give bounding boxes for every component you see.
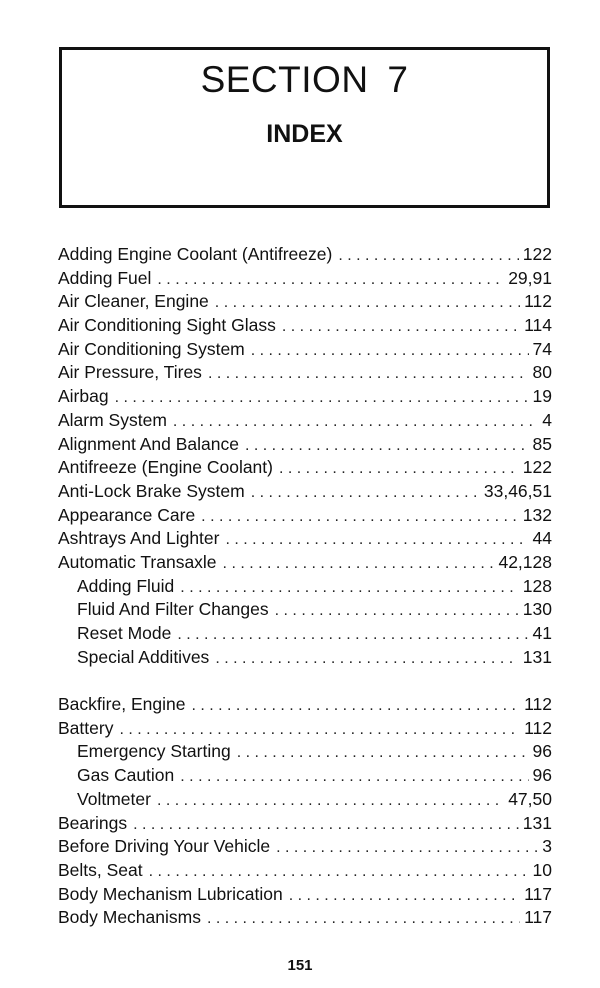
entry-pages: 112 (524, 291, 552, 312)
entry-pages: 128 (522, 575, 552, 596)
entry-label: Body Mechanism Lubrication (58, 883, 283, 904)
entry-pages: 131 (522, 646, 552, 667)
index-entry (58, 906, 552, 930)
entry-pages: 117 (524, 883, 552, 904)
entry-pages: 132 (522, 504, 552, 525)
dot-leader (115, 386, 529, 409)
entry-pages: 74 (532, 338, 552, 359)
index-entry (58, 338, 552, 362)
entry-label: Anti-Lock Brake System (58, 480, 245, 501)
dot-leader (289, 884, 520, 907)
index-entry (58, 314, 552, 338)
index-entry (58, 693, 552, 717)
dot-leader (119, 718, 520, 741)
entry-label: Fluid And Filter Changes (77, 599, 269, 620)
index-subentry (58, 575, 552, 599)
dot-leader (173, 410, 538, 433)
entry-pages: 80 (532, 362, 552, 383)
dot-leader (338, 244, 518, 267)
entry-label: Voltmeter (77, 788, 151, 809)
entry-pages: 19 (532, 386, 552, 407)
dot-leader (215, 647, 518, 670)
index-entry (58, 717, 552, 741)
entry-label: Alignment And Balance (58, 433, 239, 454)
entry-label: Gas Caution (77, 765, 175, 786)
entry-pages: 112 (524, 717, 552, 738)
index-entry (58, 527, 552, 551)
entry-pages: 122 (522, 457, 552, 478)
dot-leader (177, 623, 528, 646)
index-entry (58, 385, 552, 409)
entry-label: Adding Fluid (77, 575, 175, 596)
dot-leader (133, 813, 519, 836)
index-entry (58, 361, 552, 385)
entry-label: Special Additives (77, 646, 210, 667)
entry-pages: 96 (532, 741, 552, 762)
index-entry (58, 859, 552, 883)
entry-pages: 85 (532, 433, 552, 454)
entry-label: Body Mechanisms (58, 907, 201, 928)
entry-label: Ashtrays And Lighter (58, 528, 220, 549)
entry-label: Adding Engine Coolant (Antifreeze) (58, 244, 333, 264)
entry-label: Reset Mode (77, 623, 172, 643)
dot-leader (223, 552, 495, 575)
dot-leader (201, 505, 519, 528)
entry-label: Alarm System (58, 409, 167, 430)
entry-pages: 130 (522, 599, 552, 620)
index-entry (58, 290, 552, 314)
index-entry (58, 883, 552, 907)
index-heading: INDEX (266, 120, 343, 148)
dot-leader (191, 694, 520, 717)
index-entry (58, 409, 552, 433)
dot-leader (207, 907, 520, 930)
entry-pages: 47,50 (508, 788, 552, 809)
entry-pages: 117 (524, 907, 552, 928)
index-entry (58, 551, 552, 575)
index-entry (58, 480, 552, 504)
index-entry (58, 504, 552, 528)
entry-label: Appearance Care (58, 504, 196, 525)
section-heading: SECTION 7 (200, 59, 409, 100)
dot-leader (245, 434, 529, 457)
dot-leader (251, 339, 529, 362)
dot-leader (215, 291, 520, 314)
entry-label: Emergency Starting (77, 741, 231, 762)
entry-pages: 29,91 (508, 267, 552, 288)
entry-pages: 4 (542, 409, 552, 430)
entry-label: Automatic Transaxle (58, 551, 217, 572)
index-subentry (58, 740, 552, 764)
entry-label: Airbag (58, 386, 109, 407)
index-list (58, 243, 552, 930)
index-entry (58, 835, 552, 859)
entry-pages: 41 (532, 623, 552, 643)
dot-leader (157, 789, 504, 812)
dot-leader (180, 576, 519, 599)
index-subentry (58, 764, 552, 788)
entry-pages: 42,128 (498, 551, 552, 572)
index-group (58, 243, 552, 669)
index-subentry (58, 788, 552, 812)
page-number: 151 (287, 957, 313, 974)
entry-label: Air Conditioning System (58, 338, 245, 359)
dot-leader (276, 836, 538, 859)
entry-label: Bearings (58, 812, 128, 833)
index-subentry (58, 598, 552, 622)
entry-label: Backfire, Engine (58, 694, 186, 715)
entry-pages: 122 (522, 244, 552, 264)
index-entry (58, 812, 552, 836)
dot-leader (208, 362, 529, 385)
entry-pages: 131 (522, 812, 552, 833)
index-subentry (58, 646, 552, 670)
dot-leader (180, 765, 528, 788)
dot-leader (237, 741, 529, 764)
dot-leader (149, 860, 529, 883)
dot-leader (282, 315, 520, 338)
entry-pages: 112 (524, 694, 552, 715)
entry-pages: 10 (532, 859, 552, 880)
dot-leader (225, 528, 528, 551)
index-entry (58, 267, 552, 291)
index-entry (58, 243, 552, 267)
entry-pages: 96 (532, 765, 552, 786)
entry-pages: 33,46,51 (483, 480, 552, 501)
dot-leader (251, 481, 480, 504)
index-group (58, 693, 552, 930)
entry-label: Air Conditioning Sight Glass (58, 315, 276, 336)
entry-label: Before Driving Your Vehicle (58, 836, 271, 857)
entry-label: Air Cleaner, Engine (58, 291, 209, 312)
entry-label: Belts, Seat (58, 859, 143, 880)
dot-leader (275, 599, 519, 622)
dot-leader (279, 457, 519, 480)
entry-label: Antifreeze (Engine Coolant) (58, 457, 273, 478)
entry-pages: 44 (532, 528, 552, 549)
entry-label: Air Pressure, Tires (58, 362, 202, 383)
entry-label: Adding Fuel (58, 267, 152, 288)
entry-pages: 3 (542, 836, 552, 857)
entry-pages: 114 (524, 315, 552, 336)
index-entry (58, 433, 552, 457)
entry-label: Battery (58, 717, 114, 738)
dot-leader (157, 268, 504, 291)
index-entry (58, 456, 552, 480)
section-title-box (59, 47, 550, 208)
index-subentry (58, 622, 552, 646)
